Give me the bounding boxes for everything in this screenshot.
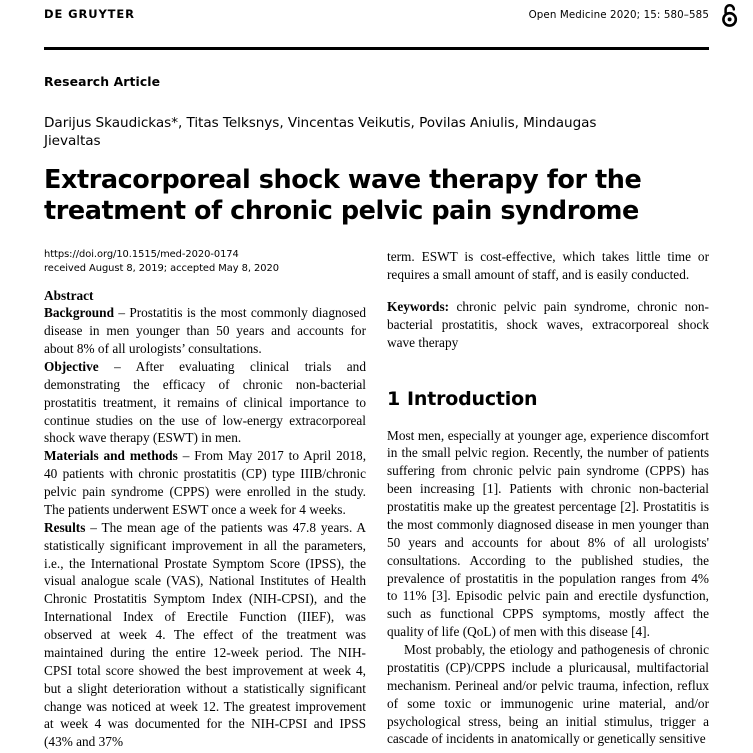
open-lock-icon [718, 2, 742, 30]
keywords-list: chronic pelvic pain syndrome, chronic non-bacterial prostatitis, shock waves, extracorporeal shock wave therapy [387, 298, 709, 350]
journal-citation: Open Medicine 2020; 15: 580–585 [528, 9, 709, 21]
introduction-paragraph-2: Most probably, the etiology and pathogenesis of chronic prostatitis (CP)/CPPS include a pluricausal, multifactorial mechanism. Perineal and/or pelvic trauma, infection, reflux of some toxic or immunogenic urine material, and/or psychological stress, being an initial stimulus, trigger a cascade of incidents in anatomically or genetically sensitive [387, 642, 709, 747]
abstract-section-methods [44, 447, 366, 519]
keywords-block [387, 298, 709, 352]
abstract-dash-methods: – [177, 448, 195, 464]
abstract-dash-background: – [113, 305, 130, 321]
section-heading-introduction [387, 388, 709, 410]
page-title: Extracorporeal shock wave therapy for the treatment of chronic pelvic pain syndrome [44, 164, 642, 226]
column-left [44, 248, 366, 751]
abstract-heading: Abstract [44, 288, 94, 304]
body-columns [44, 248, 709, 751]
introduction-paragraph-1: Most men, especially at younger age, experience discomfort in the small pelvic region. Recently, the number of patients suffering from chronic pelvic pain syndrome (CPPS) has been increasing [1]. Patients with chronic non-bacterial prostatitis make up the greatest percentage [2]. Prostatitis is the most commonly diagnosed disease in men younger than 50 years and accounts for about 8% of all urologists' consultations. According to the published studies, the prevalence of prostatitis in the population ranges from 4% to 11% [3]. Episodic pelvic pain and erectile dysfunction, such as functional CPPS symptoms, mostly affect the quality of life (QoL) of men with this disease [4]. [387, 427, 709, 640]
doi-link[interactable]: https://doi.org/10.1515/med-2020-0174 [44, 249, 239, 261]
abstract-text-background: Prostatitis is the most commonly diagnosed disease in men younger than 50 years and accounts for about 8% of all urologists’ consultations. [44, 305, 366, 357]
abstract-dash-results: – [85, 519, 102, 535]
running-head [44, 0, 709, 39]
column-right [387, 248, 709, 751]
abstract-label-results: Results [44, 519, 86, 535]
abstract-text-methods: From May 2017 to April 2018, 40 patients with chronic prostatitis (CP) type IIIB/chronic pelvic pain syndrome (CPPS) were enrolled in the study. The patients underwent ESWT once a week for 4 weeks. [44, 448, 367, 517]
abstract-text-results: The mean age of the patients was 47.8 years. A statistically significant improvement in all the parameters, i.e., the International Prostate Symptom Score (IPSS), the visual analogue scale (VAS), National Institutes of Health Chronic Prostatitis Symptom Index (NIH-CPSI), and the International Index of Erectile Function (IIEF), was observed at week 4. The effect of the treatment was maintained during the entire 12-week period. The NIH-CPSI total score showed the best improvement at week 4, but a slight deterioration without a statistically significant change was noticed at week 12. The greatest improvement at week 4 was documented for the NIH-CPSI and IPSS (43% and 37% [44, 519, 366, 750]
abstract-label-objective: Objective [44, 358, 99, 374]
keywords-label: Keywords: [387, 298, 450, 314]
author-list: Darijus Skaudickas*, Titas Telksnys, Vincentas Veikutis, Povilas Aniulis, Mindaugas Jievaltas [44, 115, 597, 150]
publication-history: received August 8, 2019; accepted May 8, 2020 [44, 263, 279, 275]
abstract-text-objective: After evaluating clinical trials and demonstrating the efficacy of chronic non-bacterial prostatitis treatment, it remains of clinical importance to continue studies on the use of low-energy extracorporeal shock wave therapy (ESWT) in men. [44, 358, 366, 446]
section-number: 1 [387, 387, 401, 410]
section-title: Introduction [407, 387, 538, 410]
abstract-continuation: term. ESWT is cost-effective, which takes little time or requires a small amount of staff, and is easily conducted. [387, 249, 709, 283]
abstract-label-methods: Materials and methods [44, 448, 178, 464]
abstract-section-results [44, 519, 366, 751]
header-divider-rule [44, 47, 709, 50]
abstract-section-objective [44, 358, 366, 447]
abstract-label-background: Background [44, 305, 114, 321]
publisher-logo: DE GRUYTER [44, 7, 135, 21]
abstract-dash-objective: – [98, 358, 136, 374]
article-type-label: Research Article [44, 74, 161, 89]
abstract-section-background [44, 304, 366, 358]
running-head-right [529, 9, 709, 20]
